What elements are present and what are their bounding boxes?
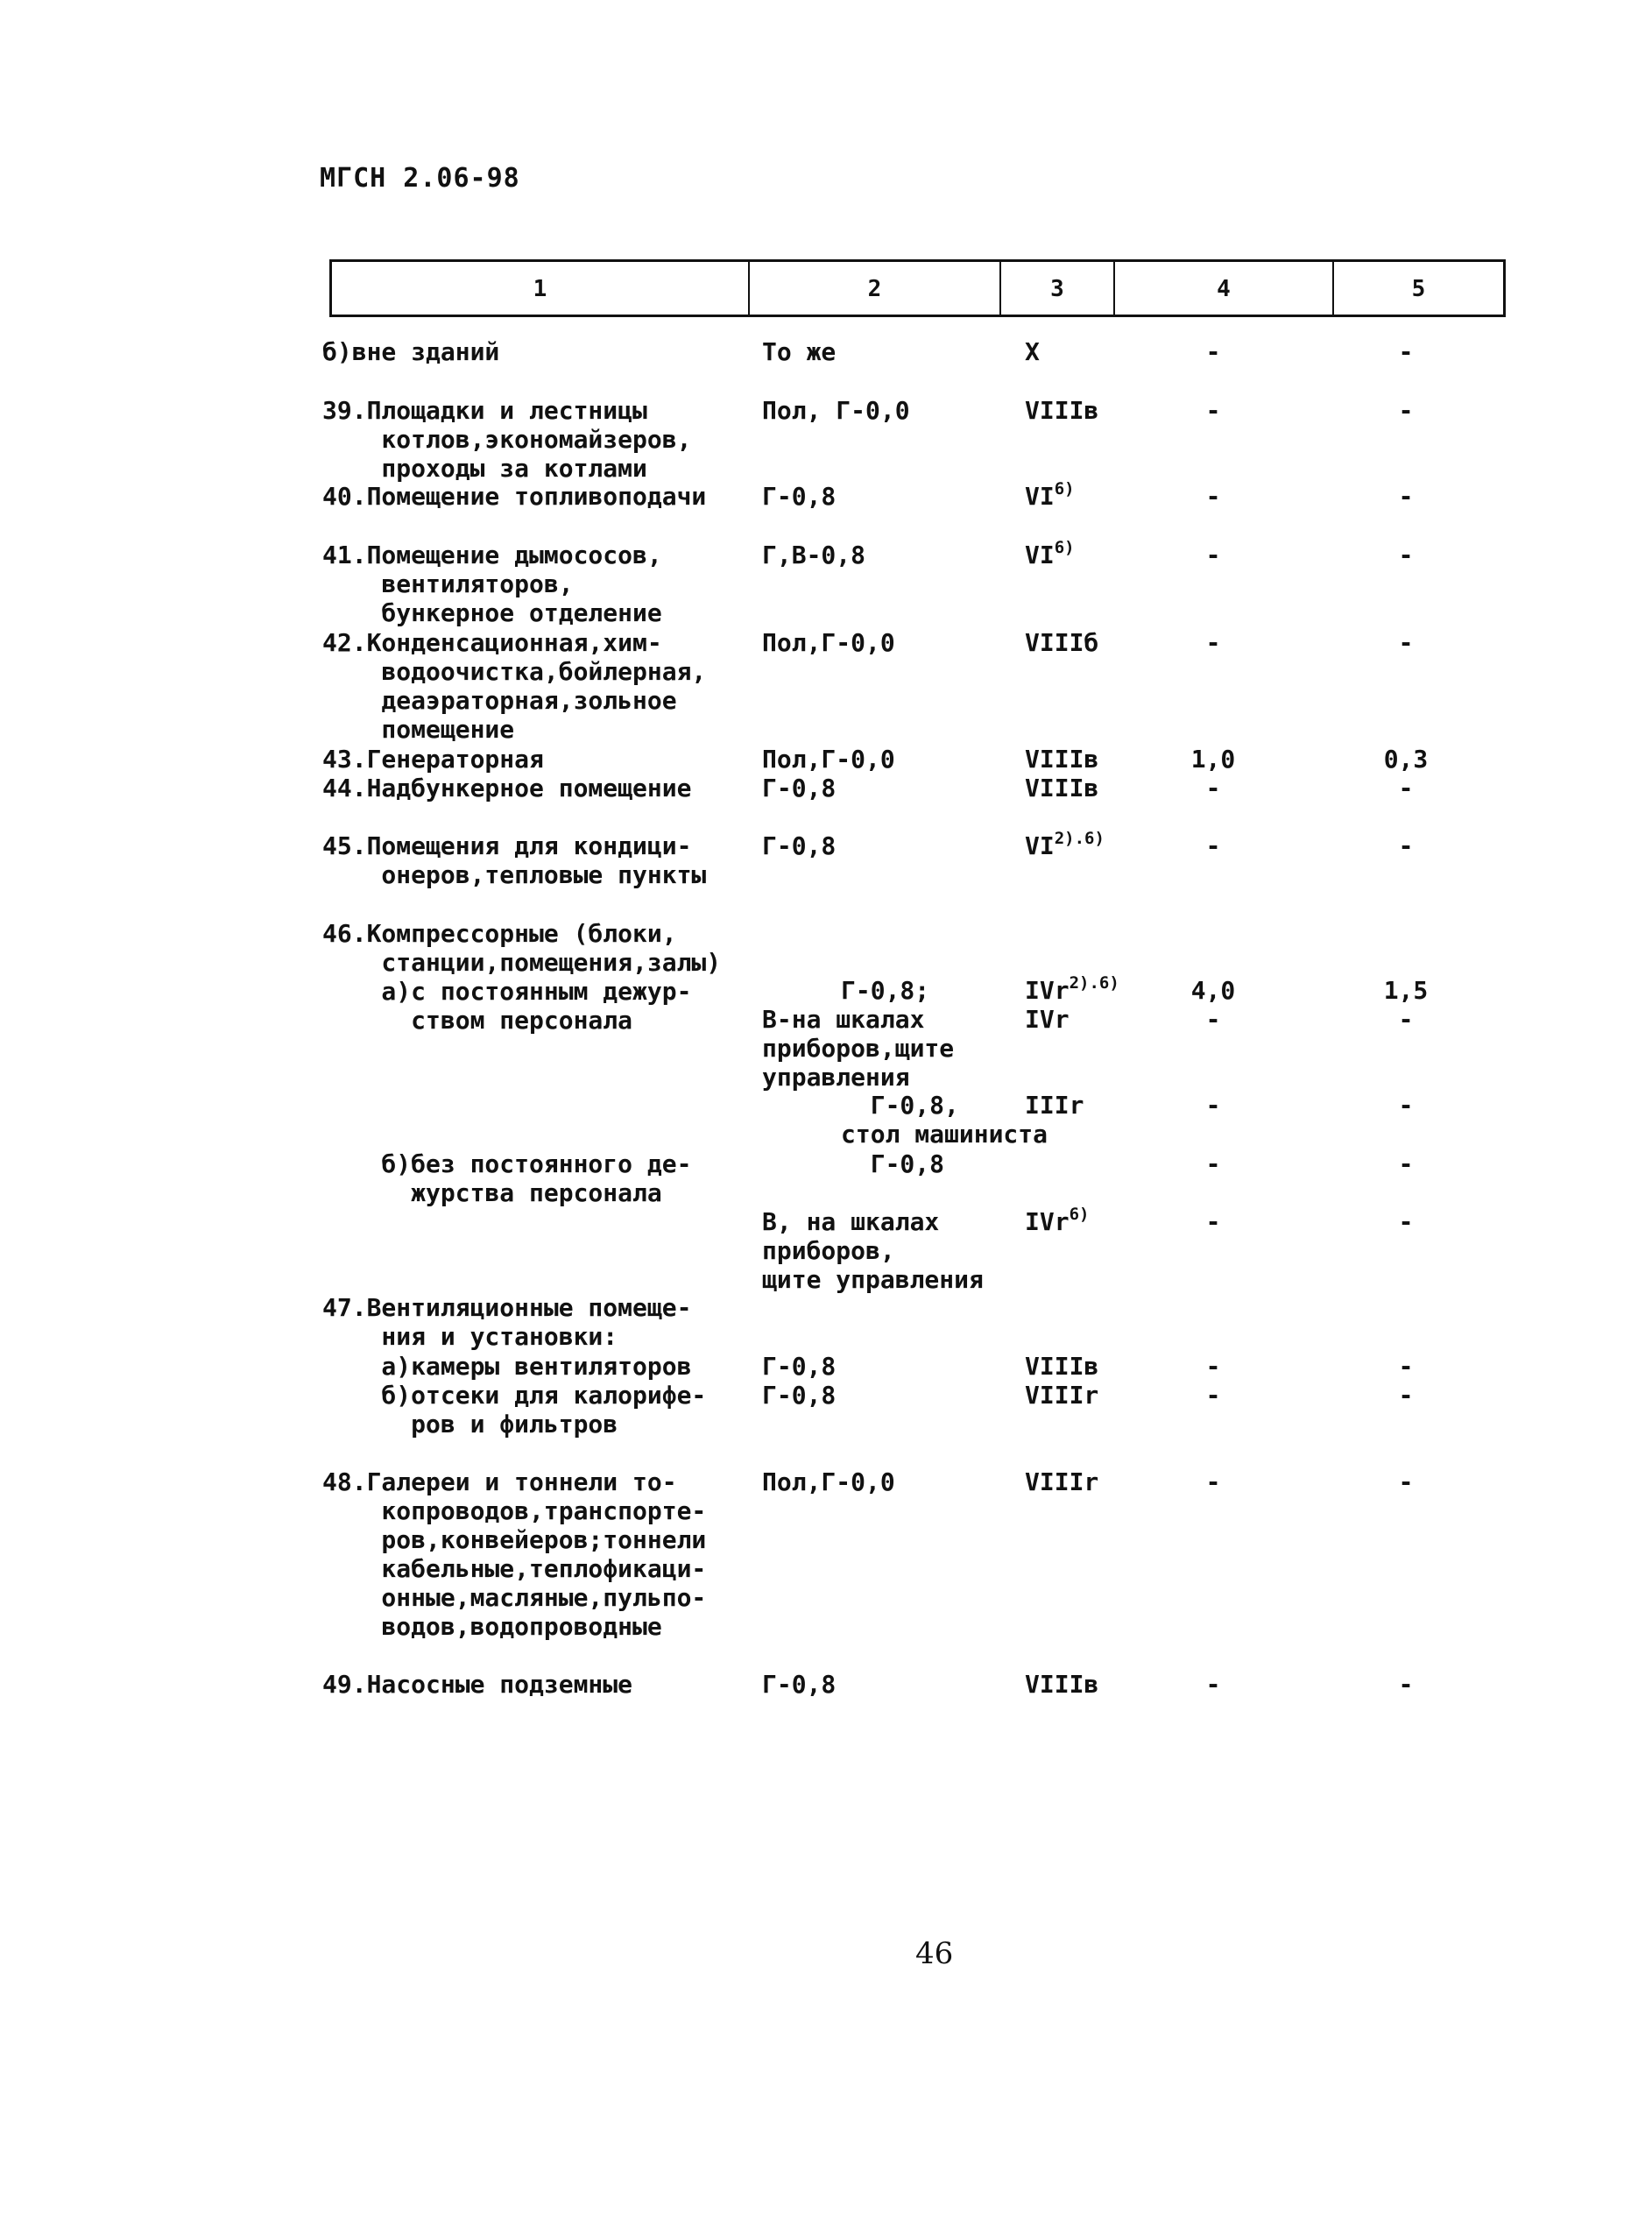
cell-col-5: [1380, 1467, 1432, 1496]
cell-text: 47.Вентиляционные помеще- ния и установки:: [322, 1293, 692, 1351]
cell-text: -: [1205, 1381, 1221, 1410]
cell-col-5: [1380, 482, 1432, 511]
cell-text: 49.Насосные подземные: [322, 1670, 633, 1699]
cell-col-4: [1187, 337, 1239, 366]
cell-text: -: [1398, 774, 1414, 802]
cell-col-4: [1187, 1381, 1239, 1410]
cell-col-3: [1025, 1352, 1098, 1381]
cell-col-1: [322, 1352, 691, 1381]
cell-col-2: [762, 1467, 895, 1496]
cell-col-5: [1380, 1149, 1432, 1178]
cell-text: -: [1205, 1005, 1221, 1034]
cell-text: 46.Компрессорные (блоки, станции,помещения,залы) а)с постоянным дежур- ством персонала: [322, 919, 722, 1035]
cell-col-4: [1187, 976, 1239, 1005]
cell-text: -: [1205, 831, 1221, 860]
cell-text: 0,3: [1383, 745, 1429, 774]
cell-col-3: [1025, 538, 1075, 573]
cell-text: -: [1398, 628, 1414, 657]
cell-text: VIIIв: [1025, 1670, 1099, 1699]
cell-col-4: [1187, 831, 1239, 860]
cell-text: VI: [1025, 831, 1055, 860]
cell-col-3: [1025, 1005, 1070, 1034]
cell-col-4: [1187, 774, 1239, 802]
cell-text: То же: [762, 337, 837, 366]
cell-text: 44.Надбункерное помещение: [322, 774, 692, 802]
cell-col-5: [1380, 541, 1432, 569]
cell-text: -: [1398, 396, 1414, 425]
cell-col-5: [1380, 337, 1432, 366]
cell-col-5: [1380, 1091, 1432, 1120]
cell-col-2: [762, 831, 836, 860]
cell-col-4: [1187, 628, 1239, 657]
cell-text: 1,0: [1190, 745, 1236, 774]
footnote-superscript: 2).6): [1054, 829, 1105, 848]
cell-col-4: [1187, 1670, 1239, 1699]
cell-text: -: [1398, 1149, 1414, 1178]
cell-col-1: [322, 745, 544, 774]
cell-text: -: [1205, 1149, 1221, 1178]
cell-col-3: [1025, 973, 1119, 1008]
cell-col-3: [1025, 628, 1098, 657]
cell-col-3: [1025, 1091, 1084, 1120]
cell-col-3: [1025, 831, 1105, 864]
cell-col-2: [762, 774, 836, 802]
footnote-superscript: 6): [1054, 538, 1075, 557]
cell-text: 41.Помещение дымососов, вентиляторов, бункерное отделение: [322, 541, 662, 627]
cell-text: IVr: [1025, 1005, 1070, 1034]
cell-text: X: [1025, 337, 1040, 366]
cell-col-5: [1380, 831, 1432, 860]
cell-text: Г-0,8: [762, 1352, 837, 1381]
cell-text: Г-0,8: [762, 774, 837, 802]
cell-col-4: [1187, 482, 1239, 511]
cell-text: -: [1398, 1207, 1414, 1236]
cell-col-4: [1187, 1207, 1239, 1236]
cell-col-1: [322, 1670, 632, 1699]
cell-text: 1,5: [1383, 976, 1429, 1005]
cell-text: Пол,Г-0,0: [762, 745, 895, 774]
cell-text: -: [1398, 831, 1414, 860]
cell-col-5: [1380, 628, 1432, 657]
cell-text: Пол,Г-0,0: [762, 628, 895, 657]
cell-text: Г-0,8: [762, 482, 837, 511]
cell-text: -: [1205, 1352, 1221, 1381]
cell-col-1: [322, 1467, 706, 1641]
cell-text: -: [1205, 337, 1221, 366]
cell-text: -: [1205, 1670, 1221, 1699]
cell-text: а)камеры вентиляторов: [322, 1352, 692, 1381]
cell-col-2: [841, 976, 929, 1005]
footnote-superscript: 6): [1069, 1205, 1090, 1224]
cell-col-3: [1025, 1381, 1098, 1410]
column-header-2: 2: [750, 262, 1001, 315]
cell-text: VIIIв: [1025, 396, 1099, 425]
cell-col-2: [762, 628, 895, 657]
cell-text: 48.Галереи и тоннели то- копроводов,транспорте- ров,конвейеров;тоннели кабельные,теплофикаци- онные,масляные,пульпо- водов,водопроводные: [322, 1467, 707, 1641]
cell-col-1: [322, 774, 691, 802]
cell-col-5: [1380, 745, 1432, 774]
cell-text: В, на шкалах приборов, щите управления: [762, 1207, 984, 1294]
cell-col-4: [1187, 1352, 1239, 1381]
cell-text: Г-0,8: [762, 831, 837, 860]
cell-text: 42.Конденсационная,хим- водоочистка,бойлерная, деаэраторная,зольное помещение: [322, 628, 707, 744]
cell-text: б)отсеки для калорифе- ров и фильтров: [381, 1381, 707, 1439]
cell-text: VI: [1025, 482, 1055, 511]
cell-col-2: [841, 1091, 1048, 1149]
cell-text: Пол, Г-0,0: [762, 396, 910, 425]
cell-col-1: [322, 1293, 691, 1351]
cell-text: -: [1205, 396, 1221, 425]
cell-text: -: [1398, 1352, 1414, 1381]
cell-text: -: [1398, 482, 1414, 511]
cell-col-1: [322, 482, 706, 511]
cell-text: -: [1205, 628, 1221, 657]
column-header-1: 1: [332, 262, 750, 315]
cell-col-2: [762, 745, 895, 774]
page-number: 46: [915, 1936, 954, 1971]
cell-col-1: [322, 831, 706, 889]
cell-text: б)вне зданий: [322, 337, 500, 366]
cell-text: IVr: [1025, 976, 1070, 1005]
cell-text: 4,0: [1190, 976, 1236, 1005]
cell-text: В-на шкалах приборов,щите управления: [762, 1005, 955, 1092]
cell-text: IVr: [1025, 1207, 1070, 1236]
cell-text: -: [1205, 541, 1221, 569]
cell-col-4: [1187, 745, 1239, 774]
cell-col-1: [322, 628, 706, 744]
cell-col-1: [322, 541, 662, 627]
cell-text: -: [1205, 1091, 1221, 1120]
cell-col-1: [322, 337, 499, 366]
cell-col-2: [762, 1352, 836, 1381]
cell-text: Г,В-0,8: [762, 541, 866, 569]
document-code: МГСН 2.06-98: [320, 163, 520, 194]
cell-col-3: [1025, 337, 1040, 366]
footnote-superscript: 6): [1054, 479, 1075, 498]
cell-text: -: [1398, 1005, 1414, 1034]
cell-col-2: [762, 541, 865, 569]
cell-text: -: [1205, 1207, 1221, 1236]
cell-text: VIIIв: [1025, 745, 1099, 774]
cell-text: VIIIб: [1025, 628, 1099, 657]
cell-text: VIIIr: [1025, 1381, 1099, 1410]
cell-col-1: [322, 396, 691, 483]
cell-col-4: [1187, 541, 1239, 569]
cell-col-3: [1025, 1207, 1089, 1240]
cell-col-5: [1380, 976, 1432, 1005]
cell-col-2: [762, 1670, 836, 1699]
cell-text: Г-0,8: [762, 1381, 837, 1410]
cell-text: 40.Помещение топливоподачи: [322, 482, 707, 511]
cell-text: VIIIв: [1025, 1352, 1099, 1381]
cell-col-3: [1025, 1467, 1098, 1496]
cell-col-1: [322, 1381, 706, 1439]
cell-text: 45.Помещения для кондици- онеров,тепловые пункты: [322, 831, 707, 889]
cell-text: VI: [1025, 541, 1055, 569]
cell-text: Г-0,8;: [841, 976, 930, 1005]
cell-text: -: [1205, 774, 1221, 802]
cell-text: -: [1398, 337, 1414, 366]
cell-text: -: [1205, 1467, 1221, 1496]
cell-text: б)без постоянного де- журства персонала: [381, 1149, 692, 1207]
cell-col-5: [1380, 396, 1432, 425]
cell-text: -: [1398, 1381, 1414, 1410]
cell-col-5: [1380, 1005, 1432, 1034]
cell-col-1: [322, 919, 721, 1035]
column-header-4: 4: [1115, 262, 1334, 315]
cell-text: VIIIв: [1025, 774, 1099, 802]
cell-text: Г-0,8: [762, 1670, 837, 1699]
cell-col-5: [1380, 1207, 1432, 1236]
cell-col-2: [762, 1005, 954, 1092]
cell-col-4: [1187, 1091, 1239, 1120]
cell-col-4: [1187, 1467, 1239, 1496]
cell-col-4: [1187, 396, 1239, 425]
cell-col-2: [841, 1149, 944, 1178]
footnote-superscript: 2).6): [1069, 973, 1119, 993]
cell-text: -: [1205, 482, 1221, 511]
cell-col-5: [1380, 1670, 1432, 1699]
cell-col-2: [762, 482, 836, 511]
cell-col-3: [1025, 479, 1075, 514]
cell-col-3: [1025, 774, 1098, 802]
cell-col-2: [762, 1207, 984, 1294]
cell-text: 43.Генераторная: [322, 745, 544, 774]
column-header-5: 5: [1411, 276, 1426, 302]
cell-col-4: [1187, 1149, 1239, 1178]
cell-col-3: [1025, 1670, 1098, 1699]
cell-col-2: [762, 1381, 836, 1410]
cell-col-4: [1187, 1005, 1239, 1034]
cell-text: 39.Площадки и лестницы котлов,экономайзеров, проходы за котлами: [322, 396, 692, 483]
cell-text: -: [1398, 541, 1414, 569]
cell-col-2: [762, 337, 836, 366]
cell-text: -: [1398, 1670, 1414, 1699]
column-header-3: 3: [1001, 262, 1115, 315]
cell-col-5: [1380, 774, 1432, 802]
cell-col-1: [322, 1149, 691, 1207]
cell-text: Г-0,8, стол машиниста: [841, 1091, 1048, 1149]
cell-col-3: [1025, 745, 1098, 774]
cell-text: VIIIr: [1025, 1467, 1099, 1496]
cell-text: Г-0,8: [841, 1149, 945, 1178]
cell-text: IIIr: [1025, 1091, 1084, 1120]
cell-text: Пол,Г-0,0: [762, 1467, 895, 1496]
cell-col-2: [762, 396, 910, 425]
cell-col-5: [1380, 1381, 1432, 1410]
cell-col-5: [1380, 1352, 1432, 1381]
cell-col-3: [1025, 396, 1098, 425]
cell-text: -: [1398, 1091, 1414, 1120]
cell-text: -: [1398, 1467, 1414, 1496]
